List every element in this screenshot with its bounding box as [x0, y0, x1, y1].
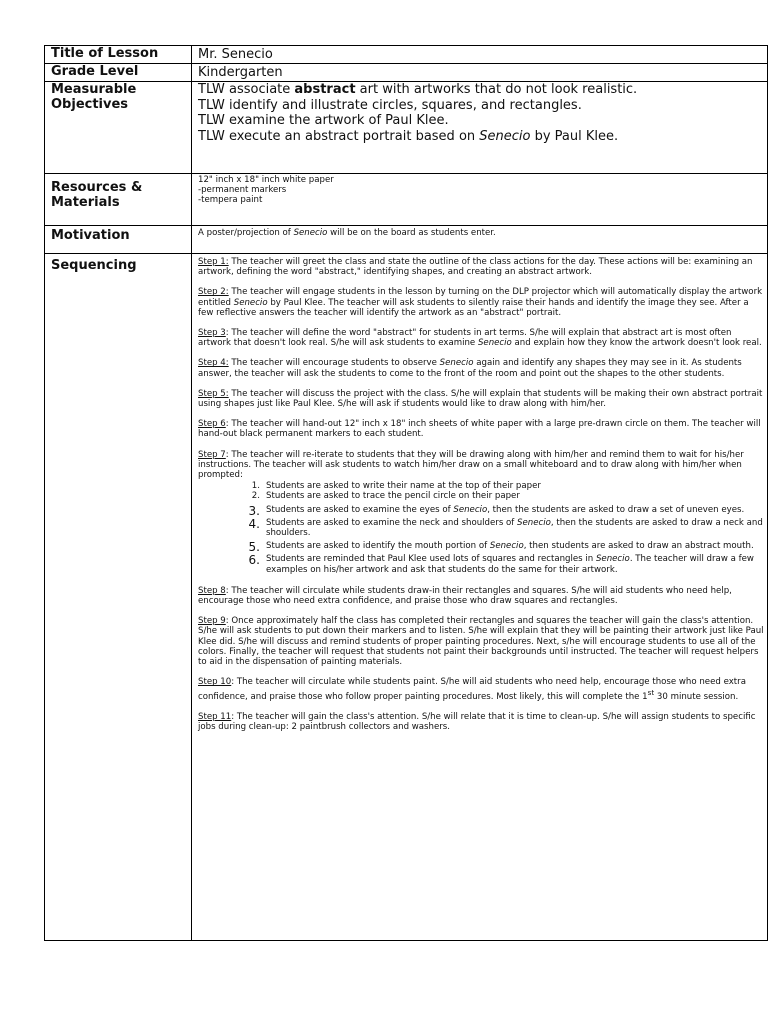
value-title: Mr. Senecio	[192, 46, 768, 64]
label-title: Title of Lesson	[45, 46, 192, 64]
substep-item: 5. Students are asked to identify the mouth portion of Senecio, then students are asked to draw an abstract mouth.	[248, 540, 754, 555]
substep-item: 1. Students are asked to write their name at the top of their paper	[251, 481, 541, 492]
row-sequencing	[45, 254, 768, 941]
row-title	[45, 46, 768, 64]
step-2: Step 2: The teacher will engage students in the lesson by turning on the DLP projector which will automatically display the artwork entitled Senecio by Paul Klee. The teacher will ask students to silently raise their hands and identify the image they see. After a few reflective answers the teacher will identify the artwork as an "abstract" portrait.	[198, 287, 763, 318]
step-9: Step 9: Once approximately half the class has completed their rectangles and squares the teacher will gain the class's attention. S/he will ask students to put down their markers and to listen. S/he will explain that they will be painting their artwork just like Paul Klee did. S/he will discuss and remind students of proper painting procedures. Next, s/he will encourage students to use all of the colors. Finally, the teacher will request that students not paint their backgrounds until instructed. The teacher will request helpers to aid in the dispensation of painting materials.	[198, 616, 764, 668]
step-11: Step 11: The teacher will gain the class's attention. S/he will relate that it is time to clean-up. S/he will assign students to specific jobs during clean-up: 2 paintbrush collectors and washers.	[198, 711, 756, 732]
lesson-plan-table	[44, 45, 768, 941]
substep-item: 2. Students are asked to trace the pencil circle on their paper	[251, 491, 520, 502]
substep-item: 3. Students are asked to examine the eyes of Senecio, then the students are asked to draw a set of uneven eyes.	[248, 503, 745, 518]
objectives-list	[192, 82, 768, 174]
label-objectives: Measurable Objectives	[45, 82, 192, 174]
value-grade: Kindergarten	[192, 64, 768, 82]
step-5: Step 5: The teacher will discuss the project with the class. S/he will explain that students will be making their own abstract portrait using shapes just like Paul Klee. S/he will ask if students would like to draw along with him/her.	[198, 388, 763, 410]
step-8: Step 8: The teacher will circulate while students draw-in their rectangles and squares. S/he will aid students who need help, encourage those who need extra confidence, and praise those who draw squares and rectangles.	[198, 585, 732, 607]
label-motivation: Motivation	[45, 226, 192, 254]
objective-1: TLW associate abstract art with artworks that do not look realistic.	[198, 82, 638, 97]
resources-list	[192, 174, 768, 226]
motivation-text: A poster/projection of Senecio will be on the board as students enter.	[192, 226, 768, 254]
step-4: Step 4: The teacher will encourage students to observe Senecio again and identify any shapes they may see in it. As students answer, the teacher will ask the students to come to the front of the room and point out the shapes to the other students.	[198, 358, 742, 379]
row-motivation	[45, 226, 768, 254]
label-grade: Grade Level	[45, 64, 192, 82]
label-resources: Resources & Materials	[45, 174, 192, 226]
step-7-substeps	[198, 481, 767, 575]
step-10: Step 10: The teacher will circulate while students paint. S/he will aid students who need help, encourage those who need extra confidence, and praise those who follow proper painting procedures. Most likely, this will complete the 1st 30 minute session.	[198, 677, 746, 702]
step-1: Step 1: The teacher will greet the class and state the outline of the class actions for the day. These actions will be: examining an artwork, defining the word "abstract," identifying shapes, and creating an abstract artwork.	[198, 257, 753, 278]
row-grade	[45, 64, 768, 82]
row-resources	[45, 174, 768, 226]
resource-item: -tempera paint	[198, 195, 263, 206]
step-6: Step 6: The teacher will hand-out 12" inch x 18" inch sheets of white paper with a large pre-drawn circle on them. The teacher will hand-out black permanent markers to each student.	[198, 419, 761, 440]
sequencing-content	[192, 254, 768, 941]
step-3: Step 3: The teacher will define the word "abstract" for students in art terms. S/he will explain that abstract art is most often artwork that doesn't look real. S/he will ask students to examine Senecio and explain how they know the artwork doesn't look real.	[198, 328, 762, 349]
resource-item: -permanent markers	[198, 185, 287, 196]
objective-4: TLW execute an abstract portrait based on Senecio by Paul Klee.	[198, 128, 619, 144]
substep-item: 6. Students are reminded that Paul Klee used lots of squares and rectangles in Senecio. The teacher will draw a few examples on his/her artwork and ask that students do the same for their artwork.	[248, 553, 754, 575]
resource-item: 12" inch x 18" inch white paper	[198, 175, 334, 185]
objective-2: TLW identify and illustrate circles, squares, and rectangles.	[198, 97, 582, 113]
step-7: Step 7: The teacher will re-iterate to students that they will be drawing along with him/her and remind them to wait for his/her instructions. The teacher will ask students to watch him/her draw on a small whiteboard and to draw along with him/her when prompted:	[198, 449, 744, 481]
label-sequencing: Sequencing	[45, 254, 192, 941]
row-objectives	[45, 82, 768, 174]
objective-3: TLW examine the artwork of Paul Klee.	[198, 113, 449, 128]
substep-item: 4. Students are asked to examine the neck and shoulders of Senecio, then the students are asked to draw a neck and shoulders.	[248, 516, 763, 539]
